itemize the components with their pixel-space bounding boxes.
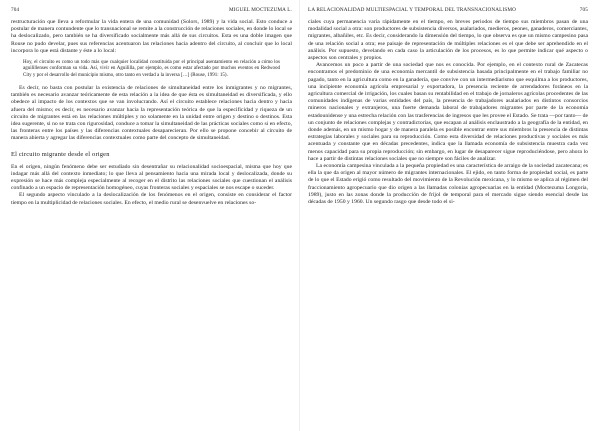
page-number-left: 704 bbox=[11, 7, 20, 13]
quote-text: Hoy, el circuito es como un todo más que cualquier localidad constituida por el principal asentamiento en relación a cómo los aguilillenses conforman su vida. Así, vivir en Aguililla, por ejemplo, es como estar afectado por muchos eventos en Redwood City y por el desarrollo del municipio mismo, otro tanto en verdad a la inversa […] (Rouse, 1991: 15). bbox=[23, 60, 280, 78]
right-page bbox=[300, 0, 600, 431]
body-paragraph: Avancemos un poco a partir de una sociedad que nos es conocida. Por ejemplo, en el contexto rural de Zacatecas encontramos el predominio de una economía mercantil de subsistencia basada principalmente en el trabajo familiar no pagado, tanto en la agricultura como en la ganadería, que convive con un intermediarismo que esquilma a los productores, una incipiente economía agrícola empresarial y exportadora, la presencia reciente de arrendadores foráneos en la agricultura comercial de irrigación, los cuales basan su rentabilidad en el trabajo de jornaleros agrícolas procedentes de las comunidades indígenas de varias entidades del país, la presencia de trabajadores asalariados en distintos consorcios mineros nacionales y extranjeros, una fuerte demanda laboral de trabajadores migrantes por parte de la economía estadounidense y una estrecha relación con las trasferencias de ingresos que les provee el Estado. Se trata —por tanto— de un conjunto de relaciones complejas y contradictorias, que escapan al análisis enclaustrado a la geografía de la entidad, en donde además, en un mismo hogar y de manera paralela es posible encontrar entre sus miembros la presencia de distintas estrategias laborales y sociales para su reproducción. Como esta diversidad de relaciones productivas y sociales es más acentuada y constante que en décadas precedentes, indica que la llamada economía de subsistencia muestra cada vez menos capacidad para su propia reproducción; sin embargo, en lugar de desaparecer sigue reproduciéndose, pero ahora lo hace a partir de distintas relaciones sociales que no siempre son fáciles de analizar. bbox=[308, 62, 588, 162]
body-paragraph: El segundo aspecto vinculado a la deslocalización de los fenómenos en el origen, consiste en considerar el factor tiempo en la multiplicidad de relaciones sociales. En efecto, el medio rural se desenvuelve en relaciones so- bbox=[11, 192, 292, 206]
running-head-left bbox=[11, 7, 292, 13]
block-quote bbox=[23, 60, 280, 79]
body-paragraph: ciales cuya permanencia varía rápidamente en el tiempo, en breves periodos de tiempo sus miembros pasan de una modalidad social a otra: son productores de subsistencia diversos, asalariados, medieros, peones, ganaderos, comerciantes, migrantes, albañiles, etc. Es decir, considerando la dimensión del tiempo, lo que observa es que un mismo campesino pasa de una relación social a otra; ese paisaje de representación de múltiples relaciones es el que debe ser aprehendido en el análisis. Por supuesto, develando en cada caso la articulación de los procesos, es lo que permite indicar qué aspecto o aspectos son centrales y propios. bbox=[308, 19, 588, 62]
section-heading: El circuito migrante desde el origen bbox=[11, 150, 110, 158]
body-paragraph: Es decir, no basta con postular la existencia de relaciones de simultaneidad entre los inmigrantes y no migrantes, también es necesario avanzar teóricamente de esta relación a la idea de que ésta es simultaneidad es diversificada, y ello obedece al impacto de los contextos que se van involucrando. Así el circuito establece relaciones hacia dentro y hacia afuera del mismo; es decir, es necesario avanzar hacia la representación teórica de que la especificidad y riqueza de un circuito de migrantes está en las relaciones múltiples y no solamente en la unidad entre origen y destino o destinos. Esta idea sugerente, si no se trata con rigurosidad, conduce a tomar la simultaneidad de las prácticas sociales como si en efecto, las fronteras entre los países y las diferencias contextuales desaparecieran. Por ello se propone concebir al circuito de manera abierta y agregar las diferencias contextuales como parte del concepto de simultaneidad. bbox=[11, 84, 292, 142]
body-paragraph: En el origen, ningún fenómeno debe ser estudiado sin desentrañar su relacionalidad socioespacial, misma que hoy que indagar más allá del contexto inmediato; lo que lleva al pensamiento hacia una mirada local y deslocalizada, donde su expresión se hace más compleja especialmente al recoger en el distrito las relaciones sociales que cuestionan el análisis confinado a un espacio de representación homogéneo, cuyas fronteras sociales y espaciales se nos escape o suceder. bbox=[11, 163, 292, 192]
body-paragraph: restructuración que lleva a reformular la vida entera de una comunidad (Solors, 1989) y la vida social. Esto conduce a postular de manera contundente que lo transnacional se remite a la construcción de relaciones sociales, en donde lo local se ha deslocalizado, pero también se ha diversificado socialmente más allá de sus circuitos. Esta es una doble imagen que Rouse no pudo develar, pues sus referencias acentuaron las relaciones hacia adentro del circuito, al concluir que lo local incorpora lo que está distante y éste a lo local: bbox=[11, 19, 292, 54]
page-number-right: 705 bbox=[579, 7, 588, 13]
running-head-right bbox=[308, 7, 588, 13]
chapter-running-head: LA RELACIONALIDAD MULTIESPACIAL Y TEMPORAL DEL TRANSNACIONALISMO bbox=[308, 7, 517, 13]
author-running-head: MIGUEL MOCTEZUMA L. bbox=[228, 7, 292, 13]
body-paragraph: La economía campesina vinculada a la pequeña propiedad es una característica de arraigo de la sociedad zacatecana; es ella la que da origen al mayor número de migrantes internacionales. El ejido, en tanto forma de propiedad social, es parte de lo que el Estado erigió como resultado del movimiento de la Revolución mexicana, y lo mismo se aplica al régimen del fraccionamiento agropecuario que dio origen a las llamadas colonias agropecuarias en la entidad (Moctezuma Longoria, 1989), justo en las zonas donde la producción de frijol de temporal para el mercado sigue siendo esencial desde las décadas de 1950 y 1960. Un segundo rasgo que desde todo el si- bbox=[308, 163, 588, 206]
